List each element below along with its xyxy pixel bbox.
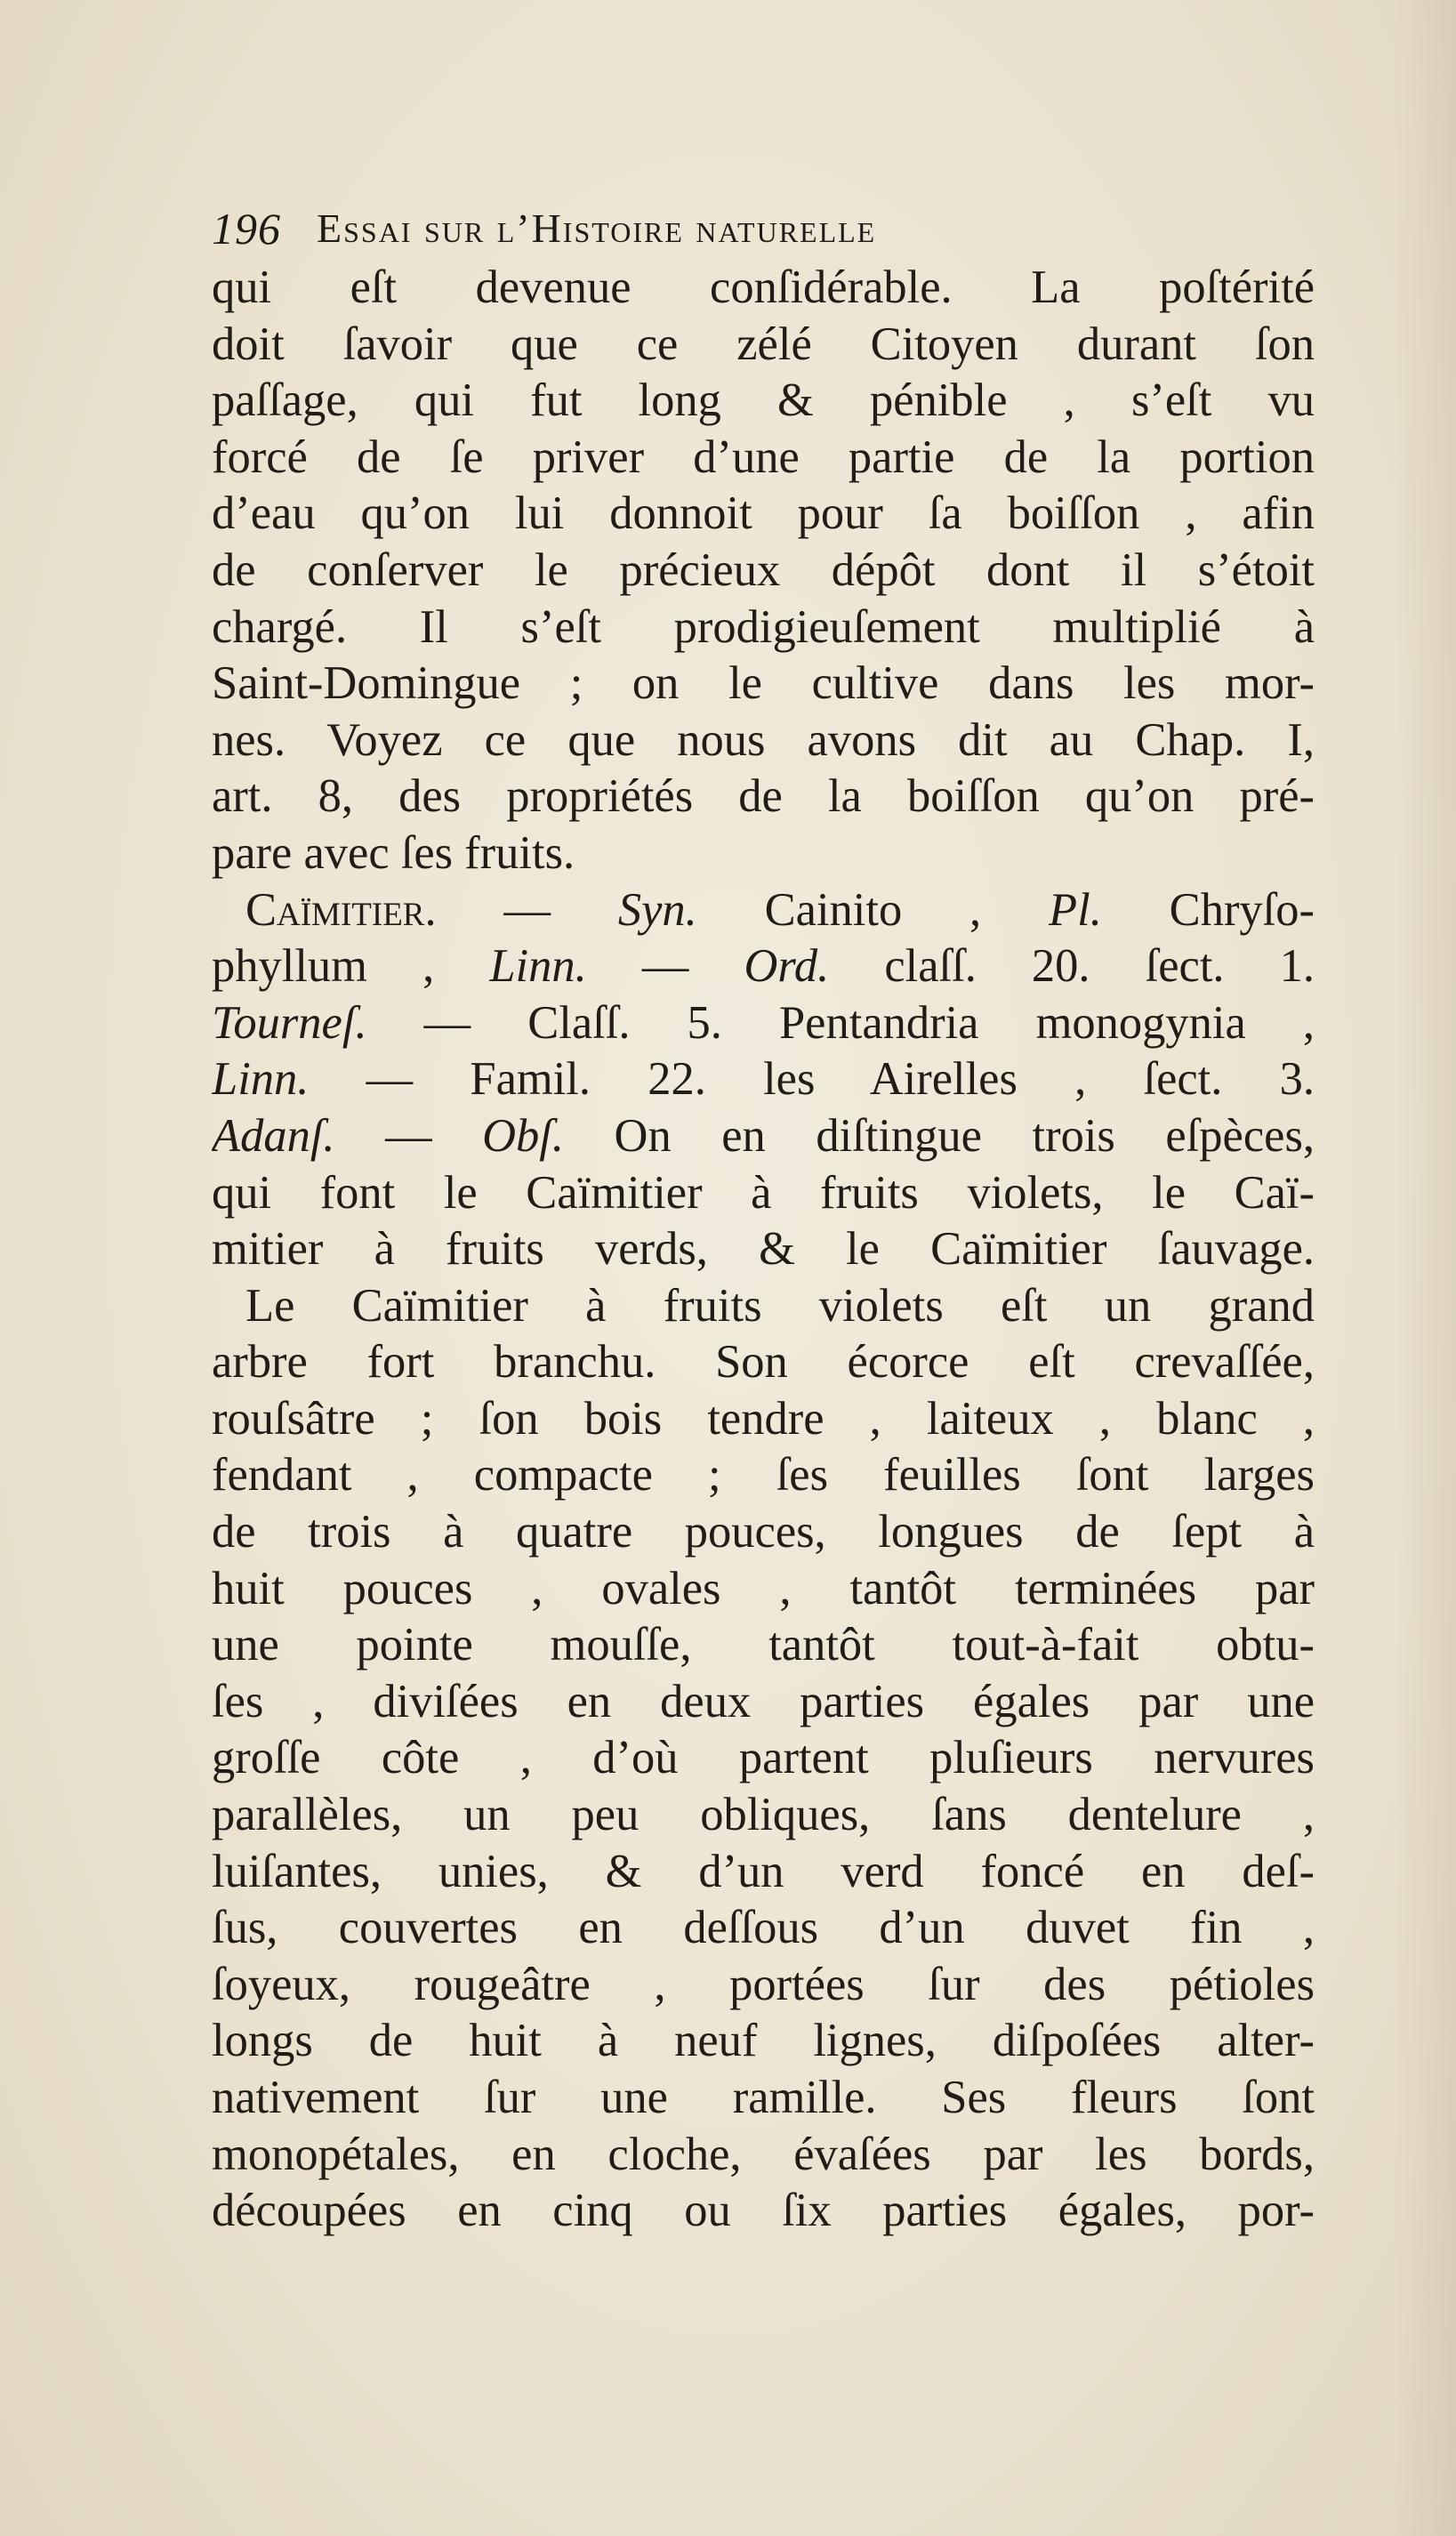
text-line: forcé de ſe priver d’une partie de la portion <box>212 431 1315 483</box>
running-head: Essai sur l’Histoire naturelle <box>317 205 877 251</box>
text-line: arbre fort branchu. Son écorce eſt crevaſſée, <box>212 1336 1315 1389</box>
text-line: doit ſavoir que ce zélé Citoyen durant ſon <box>212 318 1315 370</box>
text-line: ſes , diviſées en deux parties égales par une <box>212 1675 1315 1727</box>
text-line: rouſsâtre ; ſon bois tendre , laiteux , blanc , <box>212 1392 1315 1445</box>
body-text <box>212 260 1315 2240</box>
page-number: 196 <box>212 204 281 254</box>
text-line: de conſerver le précieux dépôt dont il s’étoit <box>212 543 1315 596</box>
text-line: huit pouces , ovales , tantôt terminées par <box>212 1562 1315 1614</box>
text-line: longs de huit à neuf lignes, diſpoſées alter- <box>212 2015 1315 2067</box>
text-run: Chryſo- <box>1101 883 1315 936</box>
page-header <box>212 203 1315 253</box>
entry-line <box>212 938 1315 995</box>
text-line: groſſe côte , d’où partent pluſieurs nervures <box>212 1732 1315 1784</box>
text-line: pare avec ſes fruits. <box>212 826 575 879</box>
text-line: de trois à quatre pouces, longues de ſept à <box>212 1506 1315 1558</box>
text-line: fendant , compacte ; ſes feuilles ſont larges <box>212 1449 1315 1501</box>
italic-run: Obſ. <box>482 1109 564 1162</box>
text-run: — <box>586 940 744 993</box>
text-line: d’eau qu’on lui donnoit pour ſa boiſſon , afin <box>212 487 1315 540</box>
text-run: On en diſtingue trois eſpèces, <box>564 1109 1315 1162</box>
italic-run: Tourneſ. <box>212 996 367 1049</box>
entry-line <box>212 1108 1315 1165</box>
text-line: ſoyeux, rougeâtre , portées ſur des pétioles <box>212 1958 1315 2010</box>
text-line: une pointe mouſſe, tantôt tout-à-fait obtu- <box>212 1619 1315 1671</box>
text-line: découpées en cinq ou ſix parties égales, por- <box>212 2185 1315 2237</box>
text-line: luiſantes, unies, & d’un verd foncé en deſ- <box>212 1845 1315 1897</box>
entry-line <box>212 1051 1315 1108</box>
text-line: Le Caïmitier à fruits violets eſt un grand <box>245 1279 1315 1332</box>
italic-run: Ord. <box>744 940 830 993</box>
text-run: Cainito , <box>696 883 1050 936</box>
text-run: claſſ. 20. ſect. 1. <box>829 940 1315 993</box>
text-run: phyllum , <box>212 940 490 993</box>
text-line: Saint-Domingue ; on le cultive dans les mor- <box>212 657 1315 710</box>
entry-line <box>212 995 1315 1052</box>
text-line: nes. Voyez ce que nous avons dit au Chap. I, <box>212 713 1315 766</box>
entry-headword: Caïmitier. <box>245 883 437 936</box>
text-run: — <box>436 883 618 936</box>
text-line: qui eſt devenue conſidérable. La poſtérité <box>212 262 1315 313</box>
text-line: monopétales, en cloche, évaſées par les bords, <box>212 2128 1315 2180</box>
text-line: nativement ſur une ramille. Ses fleurs ſont <box>212 2072 1315 2123</box>
text-run: — <box>334 1109 483 1162</box>
italic-run: Syn. <box>617 883 697 936</box>
italic-run: Linn. <box>212 1053 310 1106</box>
text-line: mitier à fruits verds, & le Caïmitier ſauvage. <box>212 1223 1315 1276</box>
text-line: art. 8, des propriétés de la boiſſon qu’on pré- <box>212 770 1315 823</box>
text-line: ſus, couvertes en deſſous d’un duvet fin , <box>212 1902 1315 1954</box>
entry-line <box>212 882 1315 939</box>
italic-run: Pl. <box>1049 883 1102 936</box>
text-run: — Claſſ. 5. Pentandria monogynia , <box>366 996 1315 1049</box>
text-line: chargé. Il s’eſt prodigieuſement multiplié à <box>212 600 1315 653</box>
italic-run: Adanſ. <box>212 1109 335 1162</box>
text-line: qui font le Caïmitier à fruits violets, le Caï- <box>212 1166 1315 1219</box>
text-line: parallèles, un peu obliques, ſans dentelure , <box>212 1789 1315 1841</box>
text-run: — Famil. 22. les Airelles , ſect. 3. <box>309 1053 1315 1106</box>
text-line: paſſage, qui fut long & pénible , s’eſt vu <box>212 374 1315 427</box>
italic-run: Linn. <box>489 940 587 993</box>
